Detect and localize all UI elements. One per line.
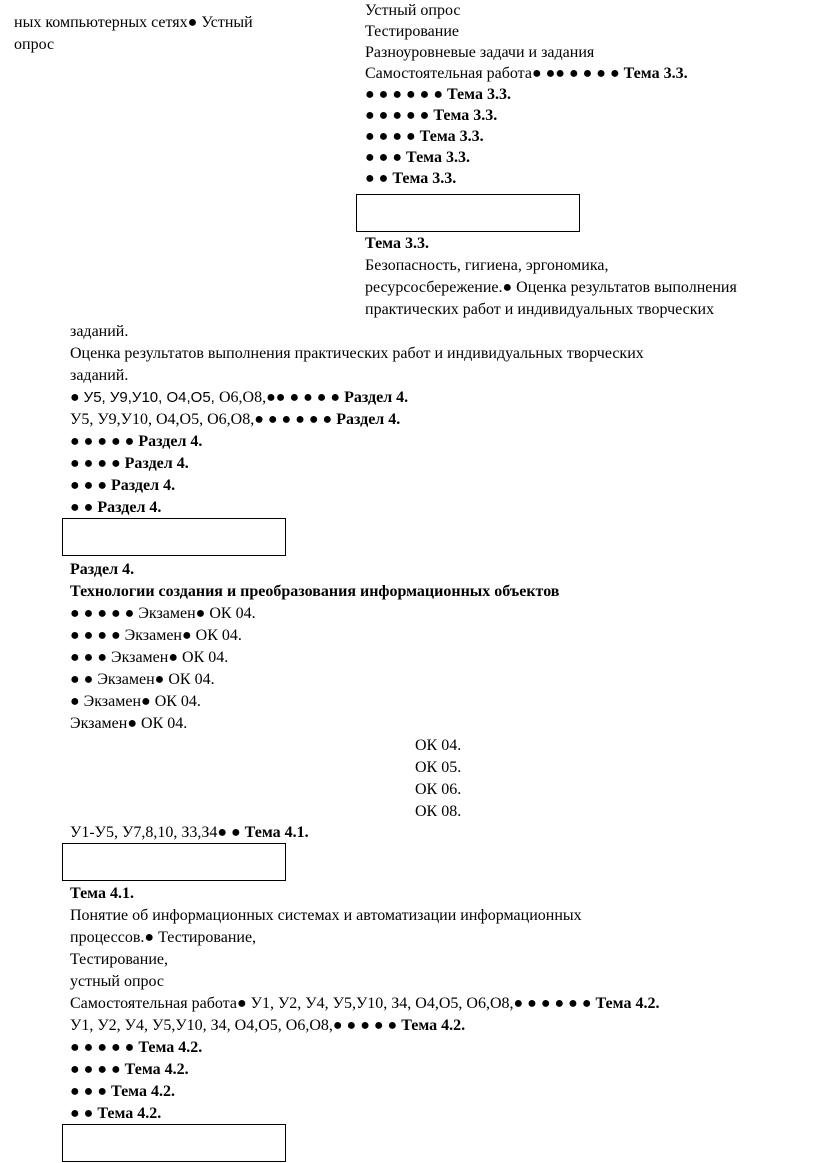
topic-label: Тема 3.3. [419, 128, 484, 145]
bullets-icon: ● ● ● [70, 477, 111, 494]
assessment-line: Устный опрос [365, 2, 461, 19]
exam-label: Экзамен [111, 649, 169, 666]
skills-row [70, 822, 810, 844]
empty-frame-4 [62, 1124, 286, 1162]
topic-label: Тема 3.3. [623, 65, 688, 82]
tema41-line2-text: процессов. [70, 929, 145, 946]
tema33-line2-tail: Оценка результатов выполнения [512, 279, 737, 296]
assessment-line: Разноуровневые задачи и задания [365, 44, 595, 61]
topic-label: Тема 3.3. [406, 149, 470, 166]
topic-row [70, 1081, 810, 1103]
exam-row [70, 603, 810, 625]
independent-work-text: Самостоятельная работа [365, 65, 532, 82]
testing-text: Тестирование, [154, 929, 257, 946]
exam-label: Экзамен [83, 693, 142, 710]
bullets-icon: ● ● ● [70, 649, 111, 666]
bullets-icon: ● ● [217, 824, 245, 841]
topic-label: Тема 4.1. [244, 824, 309, 841]
main-left-column [70, 321, 810, 519]
bullet-icon: ● [141, 693, 151, 710]
exam-label: Экзамен [97, 671, 155, 688]
assessment-line: Тестирование [365, 23, 459, 40]
right-assessment-block [365, 0, 805, 189]
bullets-icon: ● ● ● ● ● [70, 433, 139, 450]
topic-row [365, 105, 805, 126]
tema33-heading: Тема 3.3. [365, 235, 429, 252]
tema41-heading: Тема 4.1. [70, 885, 134, 902]
section-label: Раздел 4. [97, 499, 162, 516]
ok-code-list [415, 735, 461, 823]
razdel4-subheading: Технологии создания и преобразования информационных объектов [70, 583, 560, 600]
empty-frame-1 [356, 194, 580, 232]
section-label: Раздел 4. [336, 411, 401, 428]
bullet-icon: ● [187, 14, 198, 31]
topic-row [365, 126, 805, 147]
bullet-icon: ● [168, 649, 179, 666]
bullets-icon: ● ● [365, 170, 393, 187]
ok-code: ОК 04. [137, 715, 188, 732]
exam-label: Экзамен [70, 715, 128, 732]
topic-row [70, 1059, 810, 1081]
razdel4-section [70, 559, 810, 735]
exam-row [70, 669, 810, 691]
topic-label: Тема 4.2. [97, 1105, 162, 1122]
tema33-line4: заданий. [70, 323, 129, 340]
section-label: Раздел 4. [138, 433, 203, 450]
tema33-section [365, 233, 810, 321]
bullet-icon: ● [127, 715, 138, 732]
tema33-line2 [365, 277, 810, 299]
bullets-icon: ● ● ● ● ● ● [365, 86, 447, 103]
bullets-icon: ● ● ● [70, 1083, 111, 1100]
tema41-line3: Тестирование, [70, 951, 168, 968]
ok-list-item: ОК 08. [415, 803, 462, 820]
section-label: Раздел 4. [344, 389, 409, 406]
razdel4-codes-row [70, 387, 810, 409]
empty-frame-2 [62, 518, 286, 556]
ok-code: ОК 04. [164, 671, 215, 688]
top-left-fragment [14, 12, 314, 56]
tema33-line1: Безопасность, гигиена, эргономика, [365, 257, 609, 274]
topic-row [365, 84, 805, 105]
bullets-icon: ● ● ● ● [70, 455, 125, 472]
exam-label: Экзамен [138, 605, 196, 622]
razdel4-codes-row [70, 409, 810, 431]
tema41-line4: устный опрос [70, 973, 165, 990]
bullets-icon: ● ● ● ● [70, 1061, 125, 1078]
topic-label: Тема 3.3. [433, 107, 498, 124]
topic-row [70, 1103, 810, 1125]
topic-label: Тема 4.2. [401, 1017, 466, 1034]
bullets-icon: ● ●● ● ● ● ● [531, 65, 624, 82]
skill-codes: У5, У9,У10, [83, 389, 167, 406]
section-row [70, 475, 810, 497]
bullets-icon: ● ● ● ● ● [365, 107, 434, 124]
bullets-icon: ● ● ● ● ● ● [513, 995, 596, 1012]
bullet-icon: ● [236, 995, 247, 1012]
tema33-line5: Оценка результатов выполнения практических работ и индивидуальных творческих [70, 345, 644, 362]
bullet-icon: ● [502, 279, 513, 296]
topic-row [70, 1037, 810, 1059]
bullet-icon: ● [144, 929, 155, 946]
razdel4-heading: Раздел 4. [70, 561, 135, 578]
skill-codes: У1-У5, У7,8,10, З3,З4 [70, 824, 218, 841]
exam-row [70, 691, 810, 713]
bullets-icon: ● ● ● ● ● ● [254, 411, 337, 428]
topic-label: Тема 4.2. [138, 1039, 203, 1056]
section-row [70, 431, 810, 453]
exam-label: Экзамен [124, 627, 182, 644]
bullets-icon: ● ● ● ● [70, 627, 125, 644]
bullets-icon: ● [70, 693, 84, 710]
top-left-line1 [14, 12, 314, 34]
tema33-line2-text: ресурсосбережение. [365, 279, 503, 296]
bullets-icon: ● ● ● ● [365, 128, 420, 145]
independent-work-line [70, 993, 810, 1015]
exam-row [70, 713, 810, 735]
bullet-icon: ● [154, 671, 165, 688]
topic-label: Тема 4.2. [595, 995, 660, 1012]
independent-work-text: Самостоятельная работа [70, 995, 237, 1012]
ok-codes: О4,О5, [166, 389, 219, 406]
skill-codes: У1, У2, У4, У5,У10, З4, О4,О5, О6,О8, [70, 1017, 333, 1034]
bullets-icon: ● ● ● ● ● [70, 1039, 139, 1056]
section-row [70, 453, 810, 475]
ok-code: ОК 04. [205, 605, 256, 622]
independent-work-line [365, 63, 805, 84]
ok-code: ОК 04. [178, 649, 229, 666]
ok-code: ОК 04. [150, 693, 201, 710]
codes-row [70, 1015, 810, 1037]
exam-row [70, 625, 810, 647]
topic-label: Тема 4.2. [124, 1061, 189, 1078]
skill-codes: У5, У9,У10, О4,О5, О6,О8, [70, 411, 255, 428]
top-left-line2: опрос [14, 36, 55, 53]
bullets-icon: ● ● [70, 1105, 98, 1122]
bullets-icon: ● ● ● ● ● [70, 605, 139, 622]
skill-codes: У1, У2, У4, У5,У10, З4, О4,О5, О6,О8, [246, 995, 514, 1012]
bullets-icon: ●● ● ● ● ● [266, 389, 345, 406]
tema41-line1: Понятие об информационных системах и автоматизации информационных [70, 907, 582, 924]
tema41-line2 [70, 927, 810, 949]
section-row [70, 497, 810, 519]
section-label: Раздел 4. [111, 477, 176, 494]
ok-list-item: ОК 04. [415, 737, 462, 754]
bullet-icon: ● [70, 389, 84, 406]
exam-row [70, 647, 810, 669]
section-label: Раздел 4. [124, 455, 189, 472]
ok-code: ОК 04. [191, 627, 242, 644]
ok-list-item: ОК 05. [415, 759, 462, 776]
tema33-line6: заданий. [70, 367, 129, 384]
topic-row [365, 168, 805, 189]
oral-survey-text: Устный [197, 14, 253, 31]
topic-row [365, 147, 805, 168]
bullet-icon: ● [182, 627, 192, 644]
bullet-icon: ● [195, 605, 206, 622]
tema41-section [70, 883, 810, 1125]
topic-label: Тема 4.2. [111, 1083, 175, 1100]
tema33-line3: практических работ и индивидуальных творческих [365, 301, 715, 318]
skills-line [70, 822, 810, 844]
competency-text: ных компьютерных сетях [14, 14, 188, 31]
topic-label: Тема 3.3. [392, 170, 457, 187]
bullets-icon: ● ● [70, 671, 98, 688]
ok-codes-rest: О6,О8, [219, 389, 267, 406]
empty-frame-3 [62, 843, 286, 881]
bullets-icon: ● ● ● ● ● [332, 1017, 402, 1034]
ok-list-item: ОК 06. [415, 781, 462, 798]
bullets-icon: ● ● [70, 499, 98, 516]
bullets-icon: ● ● ● [365, 149, 406, 166]
topic-label: Тема 3.3. [446, 86, 511, 103]
